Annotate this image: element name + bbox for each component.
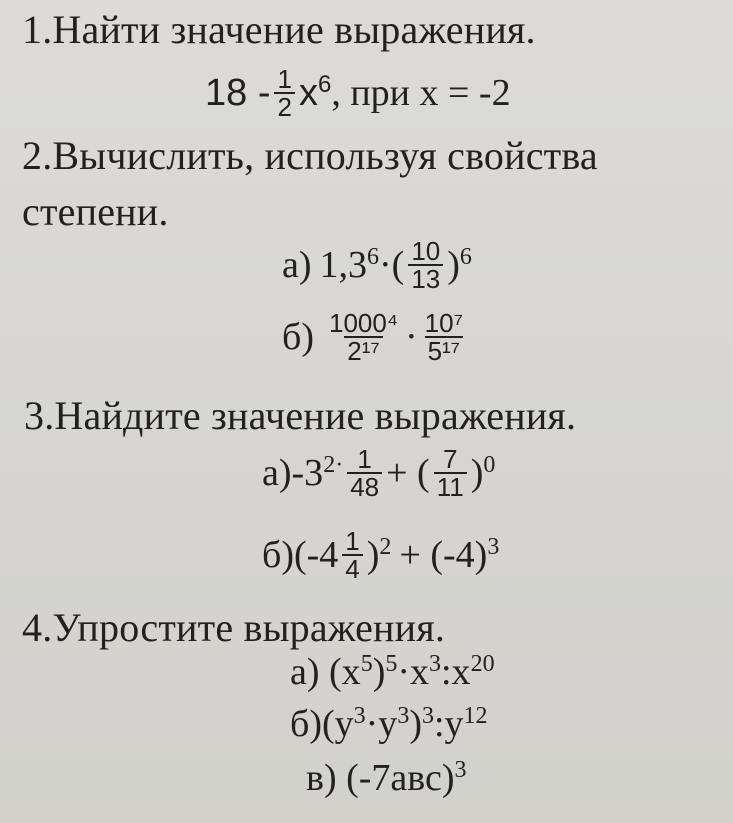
task3-b (262, 528, 499, 582)
task4-a-label: а) (x (290, 651, 361, 693)
task2-a (282, 238, 472, 292)
task4-a-e3: 3 (429, 651, 441, 677)
task3-a-frac1-den: 48 (347, 472, 382, 500)
task3-a (262, 446, 495, 500)
task3-a-frac2-num: 7 (442, 444, 458, 474)
task4-b-label: б)(y (290, 703, 354, 745)
task2-heading-line1: 2.Вычислить, используя свойства (22, 133, 598, 178)
task4-b-e4: 12 (463, 703, 488, 729)
task2-b-frac2-num: 10⁷ (424, 308, 463, 338)
task4-heading: 4.Упростите выражения. (22, 605, 446, 650)
task3-b-frac-num: 1 (345, 526, 360, 556)
task1-heading: 1.Найти значение выражения. (22, 7, 536, 52)
task2-a-exp: 6 (367, 244, 380, 270)
task1-expression (205, 66, 511, 120)
task4-a-e1: 5 (360, 651, 373, 677)
task2-heading-line2: степени. (22, 189, 169, 234)
task4-c-e1: 3 (454, 757, 467, 783)
task4-a-e2: 5 (385, 651, 398, 677)
task2-b-fraction2 (422, 310, 466, 364)
task4-a (290, 650, 495, 694)
task4-b-e1: 3 (353, 703, 366, 729)
task2-a-base: 1,3 (319, 244, 368, 286)
task4-c-label: в) (-7авс) (306, 757, 455, 799)
task3-a-label: а)-3 (262, 452, 324, 494)
task1-expr-lead: 18 - (205, 71, 271, 114)
task2-a-dot: ·( (379, 244, 405, 286)
task3-b-fraction (342, 528, 362, 582)
task2-a-label: а) (282, 244, 312, 286)
task2-a-exp2: 6 (459, 244, 472, 270)
task3-a-frac1-num: 1 (357, 444, 372, 474)
task1-var: x (298, 71, 318, 114)
task3-a-plus: + ( (386, 452, 430, 494)
task4-b-e3: 3 (421, 703, 434, 729)
task1-frac-den: 2 (274, 92, 294, 120)
task4-b-p2: ) (409, 703, 422, 745)
task4-b (290, 702, 488, 746)
task2-b-fraction1 (326, 310, 401, 364)
task1-frac-num: 1 (277, 64, 292, 94)
task2-b-frac1-num: 1000⁴ (329, 308, 399, 338)
task4-a-p1: ) (372, 651, 386, 693)
task2-a-fraction (408, 238, 443, 292)
task4-b-p1: ·y (365, 703, 398, 745)
task3-a-exp: 2· (323, 452, 344, 478)
task3-a-fraction2 (434, 446, 467, 500)
task4-b-e2: 3 (397, 703, 410, 729)
task2-b-label: б) (282, 316, 314, 358)
task3-a-fraction1 (347, 446, 382, 500)
task2-b-frac2-den: 5¹⁷ (425, 336, 464, 364)
task3-a-frac2-den: 11 (434, 472, 467, 500)
task4-a-e4: 20 (470, 651, 495, 677)
task2-a-close: ) (447, 244, 460, 286)
task3-a-close: ) (470, 452, 484, 494)
task3-b-exp2: 3 (487, 534, 500, 560)
task2-a-frac-num: 10 (411, 236, 441, 266)
task4-a-p3: :x (441, 651, 471, 693)
task3-b-label: б)(-4 (262, 534, 339, 576)
task1-tail: , при x = -2 (331, 72, 511, 114)
task3-b-frac-den: 4 (342, 554, 362, 582)
task4-c (306, 756, 467, 800)
task4-a-p2: ·x (397, 651, 429, 693)
task1-exp: 6 (317, 71, 332, 98)
task3-a-exp2: 0 (483, 452, 496, 478)
task2-b (282, 310, 470, 364)
task1-fraction (274, 66, 294, 120)
task3-b-tail: + (-4) (399, 534, 488, 576)
task2-b-frac1-den: 2¹⁷ (344, 336, 383, 364)
task4-b-p3: :y (433, 703, 464, 745)
task2-a-frac-den: 13 (408, 264, 443, 292)
task3-b-close: ) (366, 534, 380, 576)
task2-b-dot: · (405, 316, 418, 358)
task3-b-exp: 2 (379, 534, 392, 560)
task3-heading: 3.Найдите значение выражения. (24, 393, 577, 438)
